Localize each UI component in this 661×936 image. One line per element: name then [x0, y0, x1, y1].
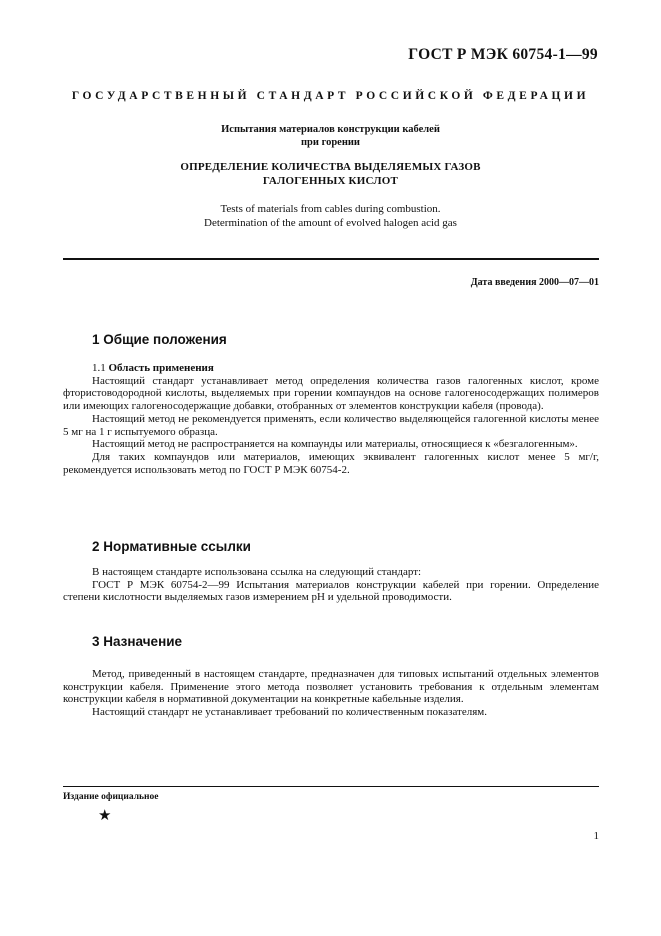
- subsection-1-1-heading: [63, 362, 599, 375]
- section-2-paragraph-1: В настоящем стандарте использована ссылка на следующий стандарт:: [92, 566, 422, 578]
- state-standard-title: ГОСУДАРСТВЕННЫЙ СТАНДАРТ РОССИЙСКОЙ ФЕДЕРАЦИИ: [71, 90, 590, 102]
- page-number: 1: [593, 830, 599, 842]
- section-2-body: [63, 566, 599, 604]
- section-1-paragraph-2: Настоящий метод не рекомендуется применять, если количество выделяющейся галогенной кислоты менее 5 мг на 1 г испытуемого образца.: [63, 412, 599, 438]
- section-3-body: [63, 668, 599, 719]
- introduction-date: Дата введения 2000—07—01: [470, 277, 599, 288]
- title-ru-main-line2: ГАЛОГЕННЫХ КИСЛОТ: [262, 175, 399, 187]
- section-2-paragraph-2: ГОСТ Р МЭК 60754-2—99 Испытания материалов конструкции кабелей при горении. Определение степени кислотности выделяемых газов измерением pH и удельной проводимости.: [63, 578, 599, 604]
- title-ru-line2: при горении: [301, 137, 360, 148]
- title-en-line2: Determination of the amount of evolved halogen acid gas: [204, 216, 457, 229]
- section-3-paragraph-1: Метод, приведенный в настоящем стандарте, предназначен для типовых испытаний отдельных элементов конструкции кабеля. Применение этого метода позволяет установить требования к отдельным элементам конструкции кабеля в нормативной документации на конкретные кабельные изделия.: [63, 668, 599, 706]
- title-en-block: [63, 203, 598, 230]
- section-1-paragraph-1: Настоящий стандарт устанавливает метод определения количества газов галогенных кислот, кроме фтористоводородной кислоты, выделяемых при горении компаундов на основе галогеносодержащих полимеров или имеющих галогеносодержащие добавки, отобранных от элементов конструкции кабеля (провода).: [63, 374, 599, 413]
- standard-designation: ГОСТ Р МЭК 60754-1—99: [408, 46, 598, 63]
- section-3-paragraph-2: Настоящий стандарт не устанавливает требований по количественным показателям.: [92, 706, 488, 719]
- header-divider: [63, 258, 599, 260]
- official-edition-label: Издание официальное: [63, 792, 159, 802]
- title-ru-line1: Испытания материалов конструкции кабелей: [221, 124, 440, 135]
- section-1-body: [63, 362, 599, 476]
- title-ru-main-block: [63, 160, 598, 188]
- subsection-1-1-number: 1.1: [92, 362, 109, 374]
- section-1-paragraph-3: Настоящий метод не распространяется на компаунды или материалы, относящиеся к «безгалогенным».: [92, 438, 578, 451]
- title-en-line1: Tests of materials from cables during combustion.: [220, 203, 441, 215]
- title-ru-block: [63, 123, 598, 149]
- subsection-1-1-title: Область применения: [108, 362, 214, 374]
- section-1-paragraph-4: Для таких компаундов или материалов, имеющих эквивалент галогенных кислот менее 5 мг/г, рекомендуется использовать метод по ГОСТ Р МЭК 60754-2.: [63, 450, 599, 476]
- footer-divider: [63, 786, 599, 787]
- star-icon: ★: [98, 806, 112, 824]
- section-2-heading: 2 Нормативные ссылки: [92, 539, 251, 554]
- section-3-heading: 3 Назначение: [92, 634, 183, 649]
- title-ru-main-line1: ОПРЕДЕЛЕНИЕ КОЛИЧЕСТВА ВЫДЕЛЯЕМЫХ ГАЗОВ: [180, 161, 481, 173]
- section-1-heading: 1 Общие положения: [92, 332, 227, 347]
